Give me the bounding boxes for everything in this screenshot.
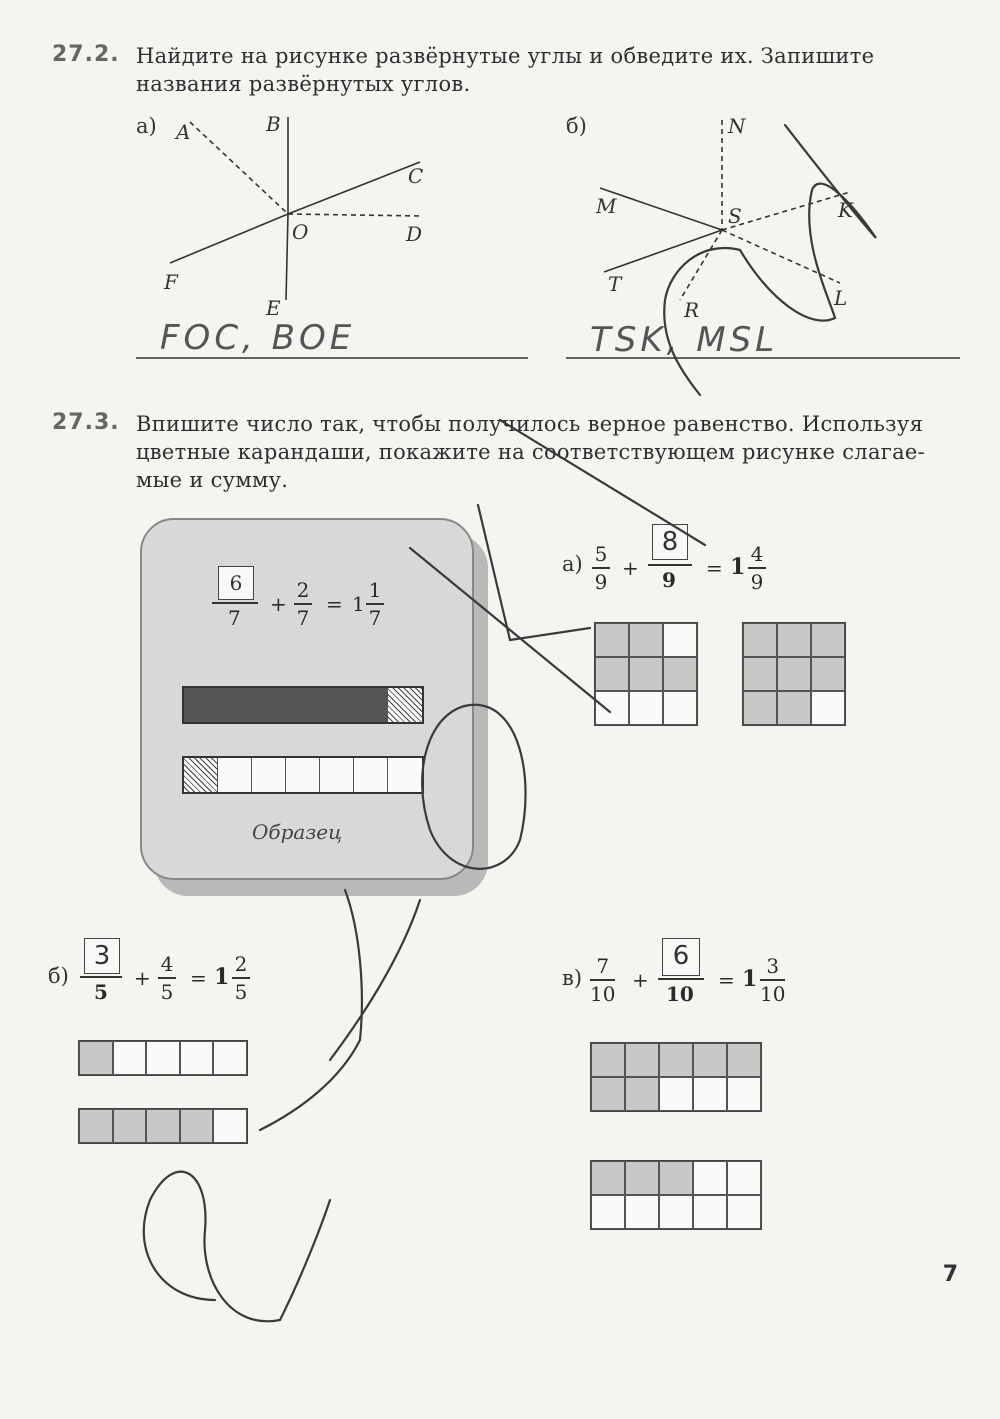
part-c-answer-box: 6 — [662, 938, 700, 976]
point-D: D — [406, 222, 423, 246]
point-N: N — [728, 114, 746, 138]
point-A: A — [176, 120, 191, 144]
part-c-den3: 10 — [760, 981, 786, 1006]
part-b-den2: 5 — [160, 979, 174, 1004]
point-B: B — [266, 112, 281, 136]
part-b-label-27-3: б) — [48, 964, 69, 988]
task-27-2-text-line1: Найдите на рисунке развёрнутые углы и обведите их. Запишите — [136, 44, 875, 68]
sample-whole: 1 — [352, 592, 365, 616]
part-c-den2: 10 — [666, 982, 694, 1006]
point-R: R — [684, 298, 700, 322]
part-c-den1: 10 — [590, 981, 616, 1006]
part-b-num3: 2 — [234, 952, 248, 976]
part-b-label-27-2: б) — [566, 114, 587, 138]
part-a-num3: 4 — [750, 542, 764, 566]
part-a-den1: 9 — [594, 569, 608, 594]
task-27-3-text-line2: цветные карандаши, покажите на соответствующем рисунке слагае- — [136, 440, 926, 464]
part-c-whole: 1 — [742, 966, 758, 992]
task-27-3-text-line1: Впишите число так, чтобы получилось верное равенство. Используя — [136, 412, 924, 436]
part-c-num3: 3 — [766, 954, 780, 978]
task-27-2-text-line2: названия развёрнутых углов. — [136, 72, 471, 96]
part-a-label-27-3: а) — [562, 552, 583, 576]
handwritten-answer-b: TSK, MSL — [590, 320, 779, 360]
point-F: F — [164, 270, 178, 294]
point-M: M — [596, 194, 617, 218]
sample-den1: 7 — [228, 606, 241, 630]
handwritten-answer-a: FOC, BOE — [160, 318, 356, 358]
point-S: S — [728, 204, 742, 228]
part-b-answer-box: 3 — [84, 938, 120, 974]
part-a-label-27-2: а) — [136, 114, 157, 138]
part-a-equals: = — [706, 556, 723, 580]
sample-caption: Образец — [252, 820, 343, 844]
point-T: T — [608, 272, 622, 296]
part-b-den3: 5 — [234, 979, 248, 1004]
part-a-plus: + — [622, 556, 639, 580]
part-b-whole: 1 — [214, 964, 230, 990]
point-K: K — [838, 198, 853, 222]
part-c-equals: = — [718, 968, 735, 992]
scribble-letters — [144, 890, 420, 1321]
part-c-plus: + — [632, 968, 649, 992]
point-E: E — [266, 296, 281, 320]
point-C: C — [408, 164, 424, 188]
task-number-27-2: 27.2. — [52, 42, 120, 67]
point-O: O — [292, 220, 309, 244]
sample-num3: 1 — [368, 578, 382, 602]
task-number-27-3: 27.3. — [52, 410, 120, 435]
page-number: 7 — [942, 1262, 958, 1287]
part-a-num1: 5 — [594, 542, 608, 566]
sample-den2: 7 — [296, 605, 310, 630]
part-a-answer-box: 8 — [652, 524, 688, 560]
part-a-den3: 9 — [750, 569, 764, 594]
scribble-lasso-b — [664, 125, 876, 395]
part-c-num1: 7 — [596, 954, 610, 978]
scribble-strike — [410, 420, 705, 712]
scribble-oval — [422, 705, 525, 869]
part-b-num2: 4 — [160, 952, 174, 976]
sample-answer-box: 6 — [218, 566, 254, 600]
sample-plus: + — [270, 592, 287, 616]
part-a-whole: 1 — [730, 554, 746, 580]
sample-equals: = — [326, 592, 343, 616]
part-a-den2: 9 — [662, 568, 676, 592]
sample-den3: 7 — [368, 605, 382, 630]
point-L: L — [834, 286, 848, 310]
part-c-label-27-3: в) — [562, 966, 583, 990]
sample-num2: 2 — [296, 578, 310, 602]
part-b-plus: + — [134, 966, 151, 990]
task-27-3-text-line3: мые и сумму. — [136, 468, 289, 492]
part-b-equals: = — [190, 966, 207, 990]
part-b-den1: 5 — [94, 980, 108, 1004]
